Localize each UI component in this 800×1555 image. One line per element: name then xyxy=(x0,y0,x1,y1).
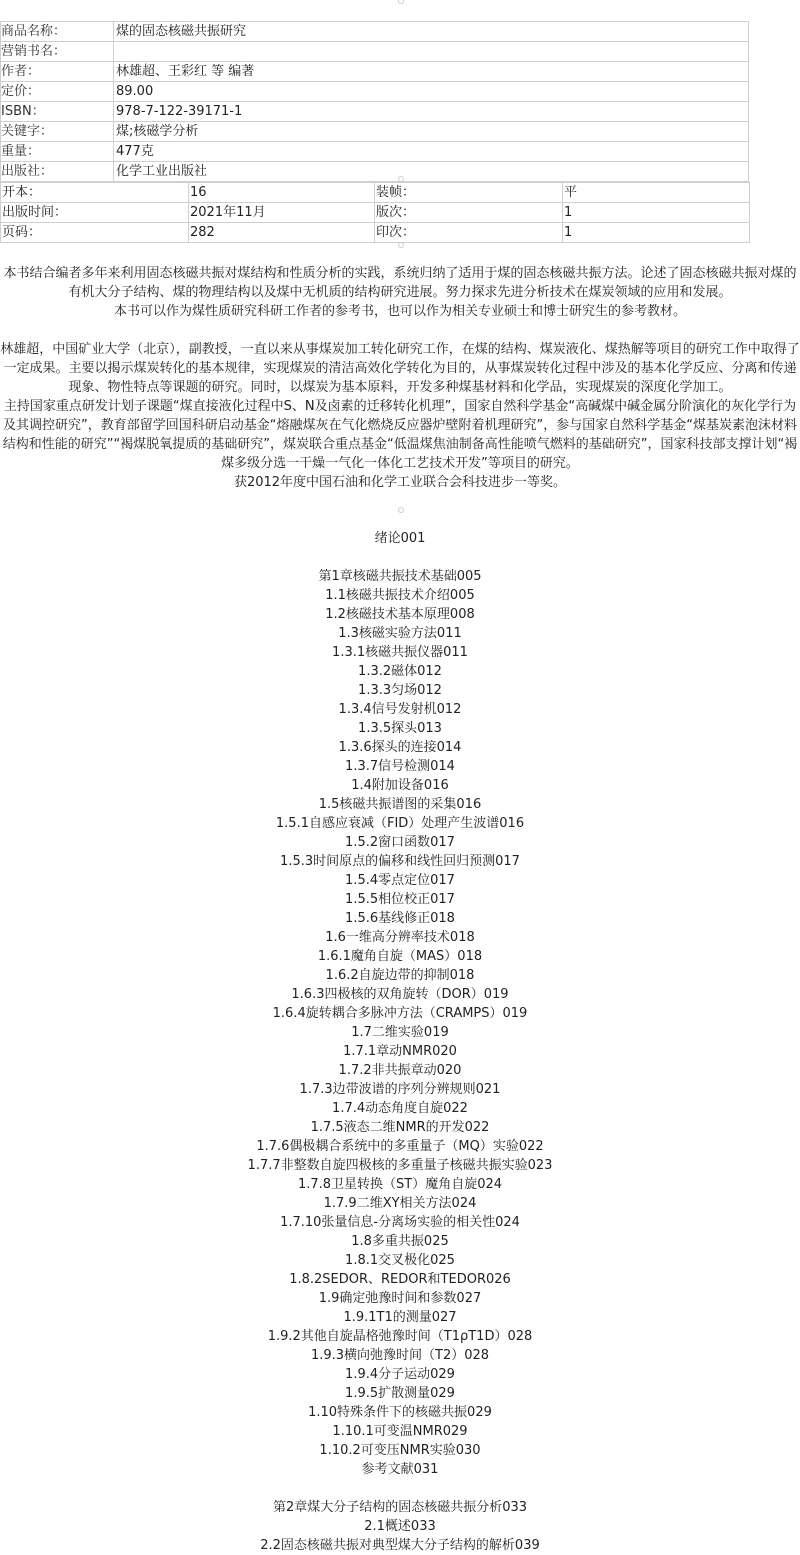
toc-entry: 1.7.5液态二维NMR的开发022 xyxy=(310,1120,490,1135)
toc-entry: 1.7.9二维XY相关方法024 xyxy=(323,1196,477,1211)
toc-entry: 1.7.7非整数自旋四极核的多重量子核磁共振实验023 xyxy=(247,1158,553,1173)
spec-value: 16 xyxy=(189,183,375,203)
toc-entry: 1.9.1T1的测量027 xyxy=(343,1310,457,1325)
bio-paragraph: 主持国家重点研发计划子课题“煤直接液化过程中S、N及卤素的迁移转化机理”，国家自然科学基金“高碱煤中碱金属分阶演化的灰化学行为及其调控研究”，教育部留学回国科研启动基金“熔融煤灰在气化燃烧反应器炉壁附着机理研究”，参与国家自然科学基金“煤基炭素泡沫材料结构和性能的研究”“褐煤脱氧提质的基础研究”，煤炭联合重点基金“低温煤焦油制备高性能喷气燃料的基础研究”，国家科技部支撑计划“褐煤多级分选一干燥一气化一体化工艺技术开发”等项目的研究。 xyxy=(2,399,798,471)
product-specs-table xyxy=(0,182,750,243)
toc-entry: 第2章煤大分子结构的固态核磁共振分析033 xyxy=(272,1500,528,1515)
toc-entry: 参考文献031 xyxy=(361,1462,439,1477)
spec-value: 282 xyxy=(189,223,375,243)
toc-entry: 1.8.1交叉极化025 xyxy=(345,1253,455,1268)
spec-label: 印次： xyxy=(375,223,563,243)
toc-entry: 1.7.1章动NMR020 xyxy=(343,1044,457,1059)
author-biography xyxy=(0,340,800,492)
toc-entry: 1.3.1核磁共振仪器011 xyxy=(332,645,468,660)
spec-row xyxy=(1,183,750,203)
info-label: 营销书名： xyxy=(1,42,114,62)
intro-paragraph: 本书可以作为煤性质研究科研工作者的参考书，也可以作为相关专业硕士和博士研究生的参考教材。 xyxy=(113,304,686,319)
info-value: 978-7-122-39171-1 xyxy=(114,102,749,122)
spec-label: 开本： xyxy=(1,183,189,203)
info-row xyxy=(1,22,749,42)
toc-entry: 1.5.3时间原点的偏移和线性回归预测017 xyxy=(280,854,520,869)
divider-dot xyxy=(398,0,404,4)
toc-entry: 1.6.1魔角自旋（MAS）018 xyxy=(317,949,483,964)
book-introduction xyxy=(0,264,800,321)
toc-entry: 1.7二维实验019 xyxy=(351,1025,449,1040)
toc-entry: 1.3.3匀场012 xyxy=(358,683,442,698)
toc-entry: 2.1概述033 xyxy=(364,1519,436,1534)
toc-entry: 1.9确定弛豫时间和参数027 xyxy=(318,1291,482,1306)
toc-entry: 1.5.5相位校正017 xyxy=(345,892,455,907)
bio-paragraph: 获2012年度中国石油和化学工业联合会科技进步一等奖。 xyxy=(233,475,567,490)
info-label: 作者： xyxy=(1,62,114,82)
spec-value: 1 xyxy=(563,223,750,243)
toc-entry: 1.9.4分子运动029 xyxy=(345,1367,455,1382)
toc-gap xyxy=(0,548,800,567)
toc-entry: 绪论001 xyxy=(374,531,426,546)
toc-entry: 第1章核磁共振技术基础005 xyxy=(318,569,482,584)
info-value: 林雄超、王彩红 等 编著 xyxy=(114,62,749,82)
info-value xyxy=(114,42,749,62)
toc-entry: 1.1核磁共振技术介绍005 xyxy=(325,588,475,603)
info-label: 定价： xyxy=(1,82,114,102)
info-value: 化学工业出版社 xyxy=(114,162,749,182)
info-value: 煤的固态核磁共振研究 xyxy=(114,22,749,42)
toc-entry: 1.6一维高分辨率技术018 xyxy=(325,930,475,945)
info-value: 477克 xyxy=(114,142,749,162)
toc-entry: 1.7.6偶极耦合系统中的多重量子（MQ）实验022 xyxy=(256,1139,544,1154)
divider-dot xyxy=(398,507,404,513)
info-label: 关键字： xyxy=(1,122,114,142)
info-row xyxy=(1,142,749,162)
toc-entry: 1.5.2窗口函数017 xyxy=(345,835,455,850)
bio-paragraph: 林雄超，中国矿业大学（北京），副教授，一直以来从事煤炭加工转化研究工作，在煤的结构、煤炭液化、煤热解等项目的研究工作中取得了一定成果。主要以揭示煤炭转化的基本规律，实现煤炭的清洁高效化学转化为目的，从事煤炭转化过程中涉及的基本化学反应、分离和传递现象、物性特点等课题的研究。同时，以煤炭为基本原料，开发多种煤基材料和化学品，实现煤炭的深度化学加工。 xyxy=(0,342,800,395)
toc-entry: 1.5.4零点定位017 xyxy=(345,873,455,888)
info-row xyxy=(1,62,749,82)
product-info-table xyxy=(0,21,749,182)
toc-entry: 1.6.4旋转耦合多脉冲方法（CRAMPS）019 xyxy=(272,1006,528,1021)
toc-entry: 1.3.7信号检测014 xyxy=(345,759,455,774)
toc-entry: 1.9.3横向弛豫时间（T2）028 xyxy=(310,1348,490,1363)
toc-entry: 1.9.5扩散测量029 xyxy=(345,1386,455,1401)
spec-label: 出版时间： xyxy=(1,203,189,223)
intro-paragraph: 本书结合编者多年来利用固态核磁共振对煤结构和性质分析的实践，系统归纳了适用于煤的固态核磁共振方法。论述了固态核磁共振对煤的有机大分子结构、煤的物理结构以及煤中无机质的结构研究进展。努力探求先进分析技术在煤炭领域的应用和发展。 xyxy=(3,266,797,300)
spec-label: 装帧： xyxy=(375,183,563,203)
info-label: ISBN： xyxy=(1,102,114,122)
toc-entry: 1.5.6基线修正018 xyxy=(345,911,455,926)
toc-entry: 1.10特殊条件下的核磁共振029 xyxy=(308,1405,492,1420)
info-label: 商品名称： xyxy=(1,22,114,42)
toc-entry: 1.3.6探头的连接014 xyxy=(338,740,462,755)
spec-value: 平 xyxy=(563,183,750,203)
toc-entry: 1.7.2非共振章动020 xyxy=(338,1063,462,1078)
toc-entry: 1.6.3四极核的双角旋转（DOR）019 xyxy=(291,987,509,1002)
info-row xyxy=(1,122,749,142)
spec-label: 页码： xyxy=(1,223,189,243)
spec-label: 版次： xyxy=(375,203,563,223)
toc-entry: 1.3核磁实验方法011 xyxy=(338,626,462,641)
divider-dot xyxy=(398,242,404,248)
table-of-contents xyxy=(0,529,800,1555)
toc-entry: 1.10.2可变压NMR实验030 xyxy=(319,1443,481,1458)
toc-entry: 1.7.3边带波谱的序列分辨规则021 xyxy=(299,1082,501,1097)
info-value: 89.00 xyxy=(114,82,749,102)
toc-gap xyxy=(0,1479,800,1498)
toc-entry: 1.3.5探头013 xyxy=(358,721,442,736)
toc-entry: 1.2核磁技术基本原理008 xyxy=(325,607,475,622)
toc-entry: 1.3.2磁体012 xyxy=(358,664,442,679)
toc-entry: 1.9.2其他自旋晶格弛豫时间（T1ρT1D）028 xyxy=(267,1329,533,1344)
info-row xyxy=(1,42,749,62)
info-row xyxy=(1,162,749,182)
toc-entry: 1.8.2SEDOR、REDOR和TEDOR026 xyxy=(289,1272,511,1287)
spec-value: 1 xyxy=(563,203,750,223)
toc-entry: 1.7.4动态角度自旋022 xyxy=(332,1101,468,1116)
spec-row xyxy=(1,203,750,223)
spec-value: 2021年11月 xyxy=(189,203,375,223)
toc-entry: 1.3.4信号发射机012 xyxy=(338,702,462,717)
toc-entry: 1.7.10张量信息-分离场实验的相关性024 xyxy=(280,1215,520,1230)
toc-entry: 1.7.8卫星转换（ST）魔角自旋024 xyxy=(297,1177,503,1192)
divider-dot xyxy=(398,306,404,312)
toc-entry: 1.5核磁共振谱图的采集016 xyxy=(318,797,482,812)
toc-entry: 1.4附加设备016 xyxy=(351,778,449,793)
toc-entry: 1.5.1自感应衰减（FID）处理产生波谱016 xyxy=(275,816,525,831)
info-value: 煤;核磁学分析 xyxy=(114,122,749,142)
toc-entry: 1.6.2自旋边带的抑制018 xyxy=(325,968,475,983)
info-row xyxy=(1,82,749,102)
toc-entry: 1.8多重共振025 xyxy=(351,1234,449,1249)
toc-entry: 2.2固态核磁共振对典型煤大分子结构的解析039 xyxy=(260,1538,540,1553)
spec-row xyxy=(1,223,750,243)
info-label: 出版社： xyxy=(1,162,114,182)
toc-entry: 1.10.1可变温NMR029 xyxy=(332,1424,468,1439)
info-label: 重量： xyxy=(1,142,114,162)
info-row xyxy=(1,102,749,122)
